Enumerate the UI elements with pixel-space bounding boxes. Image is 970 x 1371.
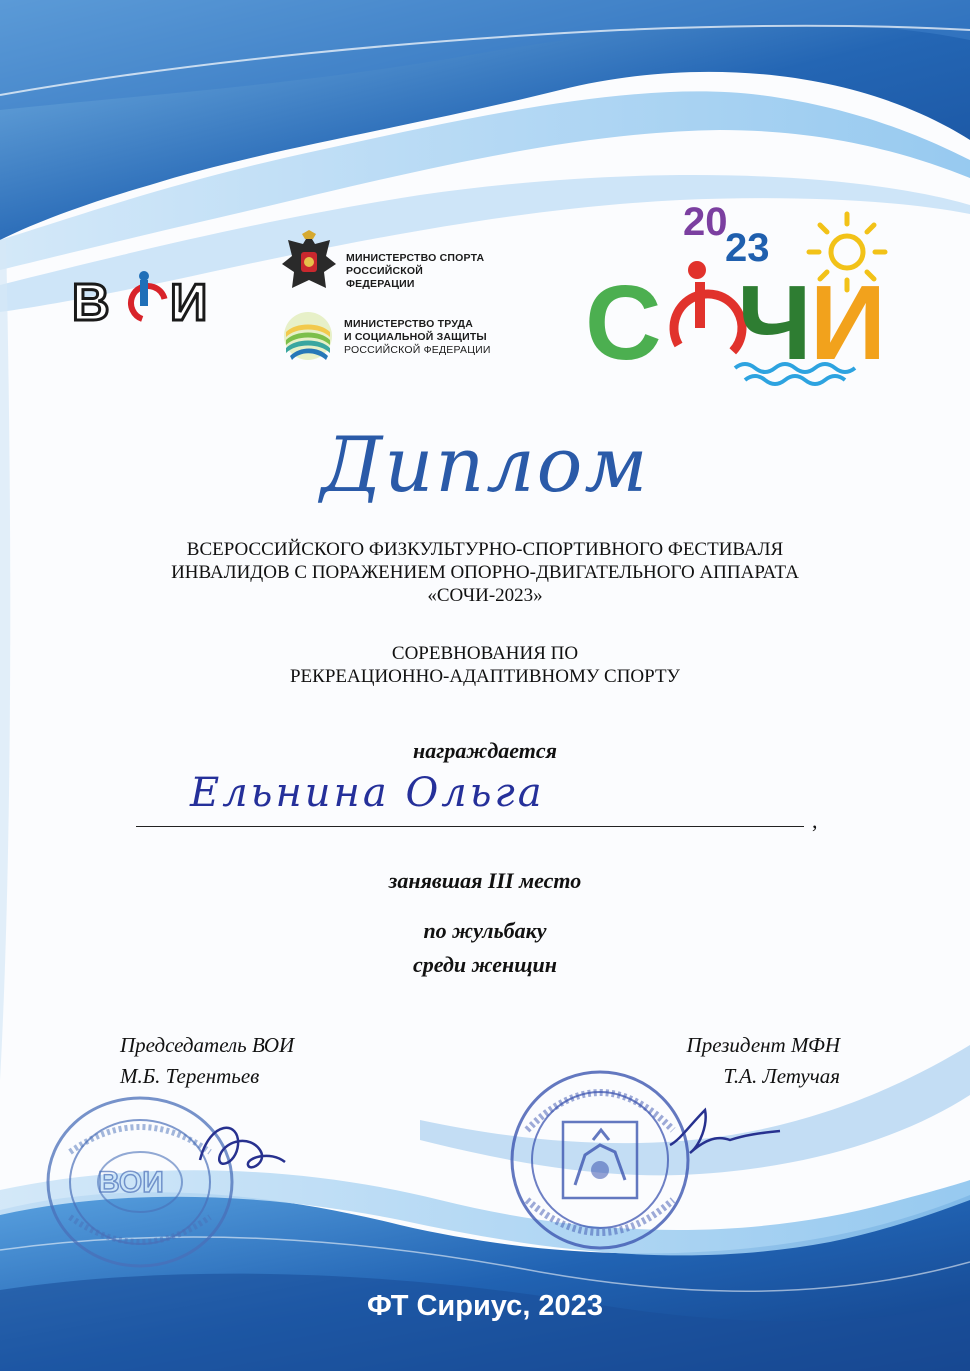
coat-of-arms-icon [280,230,338,294]
left-signature [190,1110,300,1190]
ministry-labor-line-2: И СОЦИАЛЬНОЙ ЗАЩИТЫ [344,331,487,343]
sochi-year-23: 23 [725,226,770,270]
sochi-letter-ch: Ч [737,264,810,382]
sochi-year-20: 20 [683,200,728,244]
sochi-letter-i: И [809,264,885,382]
sochi-2023-logo [585,200,925,390]
competition-description [0,642,970,688]
festival-line-2: ИНВАЛИДОВ С ПОРАЖЕНИЕМ ОПОРНО-ДВИГАТЕЛЬНОГО АППАРАТА [171,562,799,583]
recipient-underline [136,826,804,827]
sochi-city-name [585,264,885,382]
right-signatory-position: Президент МФН [686,1033,840,1057]
voi-logo [70,270,230,326]
festival-line-3: «СОЧИ-2023» [427,585,543,606]
competition-line-1: СОРЕВНОВАНИЯ ПО [391,643,579,664]
right-signatory-name: Т.А. Летучая [723,1064,840,1088]
festival-line-1: ВСЕРОССИЙСКОГО ФИЗКУЛЬТУРНО-СПОРТИВНОГО ФЕСТИВАЛЯ [186,539,784,560]
left-signatory-name: М.Б. Терентьев [120,1064,260,1088]
voi-logo-outline: В [72,274,110,326]
ministry-labor-line-1: МИНИСТЕРСТВО ТРУДА [344,318,473,330]
recipient-name: Ельнина Ольга [190,770,545,816]
voi-logo-mark [70,270,230,326]
awarded-label: награждается [413,738,557,763]
diploma-title: Диплом [320,420,650,509]
right-signatory [687,1030,840,1092]
right-signature [650,1095,790,1165]
svg-text:И: И [170,274,208,326]
ministry-labor-label [344,318,494,357]
festival-description [0,538,970,607]
footer-location-year: ФТ Сириус, 2023 [367,1290,603,1322]
sochi-letter-c: С [585,264,657,382]
discipline-line: по жульбаку [423,918,547,943]
category-line: среди женщин [412,952,558,977]
ministry-sport-line-1: МИНИСТЕРСТВО СПОРТА [346,252,485,264]
ministry-sport-line-2: РОССИЙСКОЙ ФЕДЕРАЦИИ [346,265,423,290]
svg-text:ВОИ: ВОИ [98,1166,164,1199]
ministry-sport-label [346,252,486,291]
recipient-comma: , [812,808,818,833]
ministry-labor-line-3: РОССИЙСКОЙ ФЕДЕРАЦИИ [344,344,491,356]
competition-line-2: РЕКРЕАЦИОННО-АДАПТИВНОМУ СПОРТУ [289,666,681,687]
left-signatory [120,1030,294,1092]
left-signatory-position: Председатель ВОИ [120,1033,295,1057]
place-line: занявшая III место [388,868,582,893]
ministry-labor-logo-icon [282,310,334,364]
